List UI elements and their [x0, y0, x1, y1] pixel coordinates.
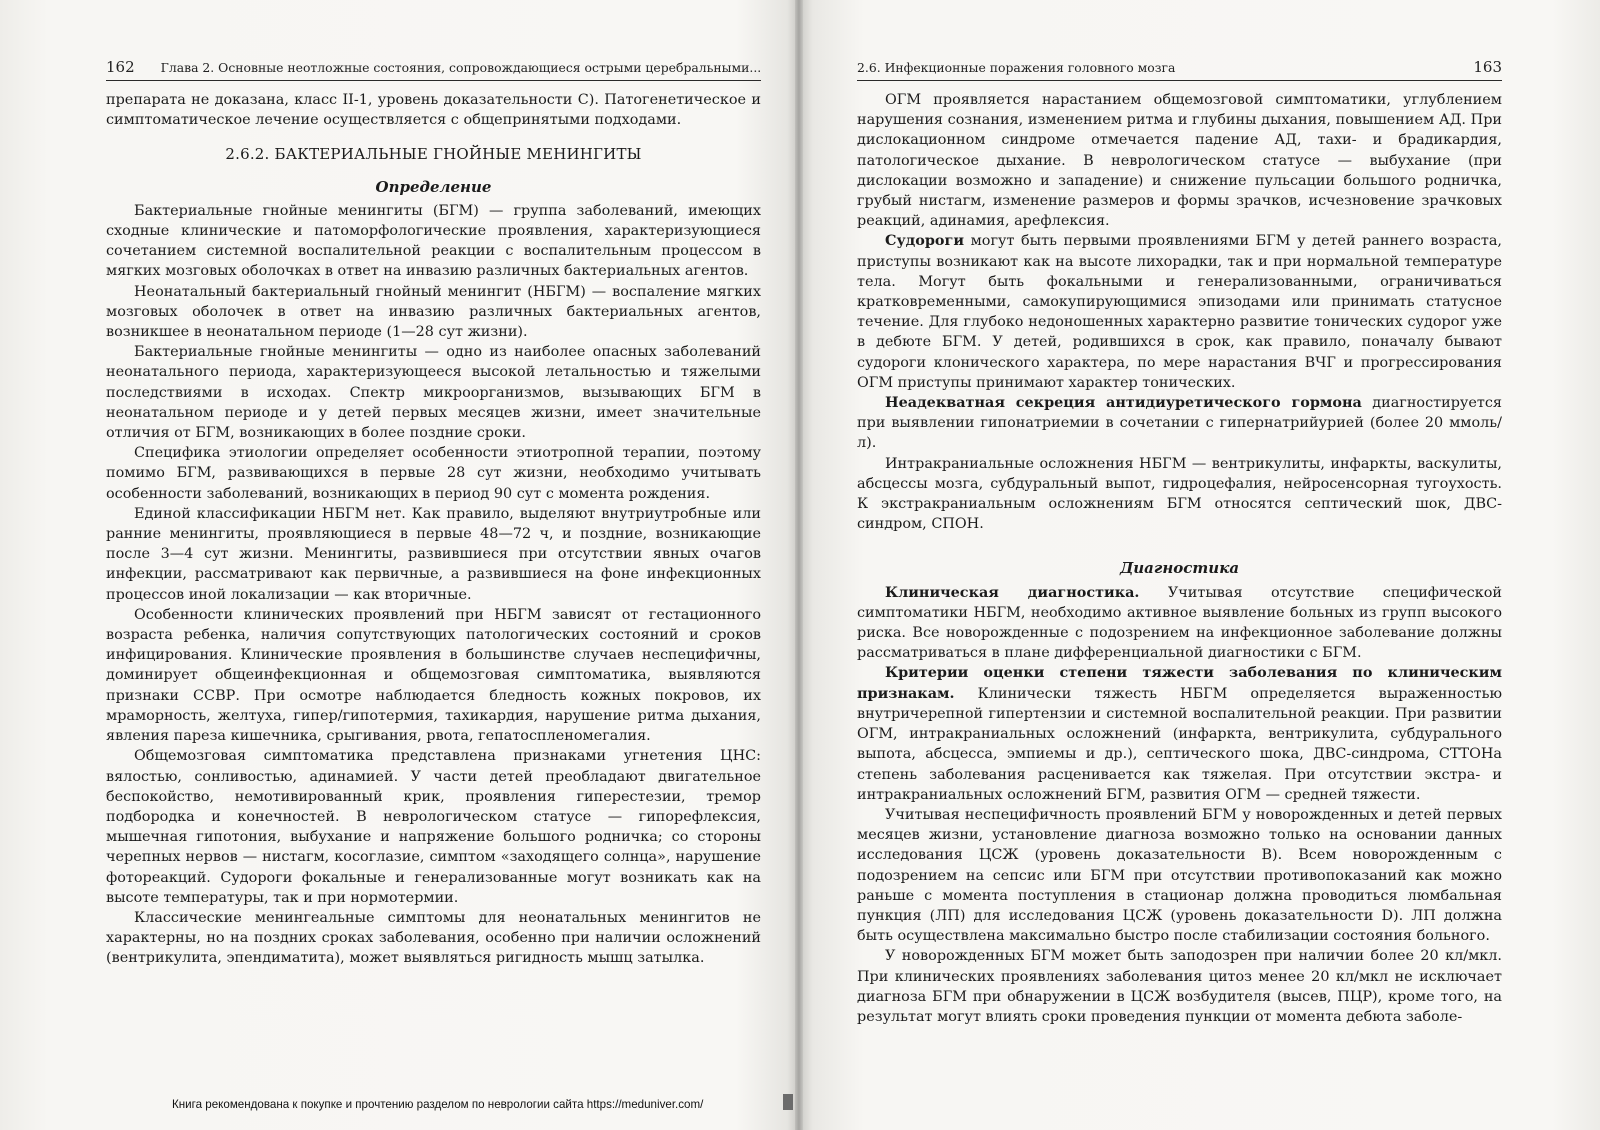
paragraph: Единой классификации НБГМ нет. Как правило, выделяют внутриутробные или ранние менингиты, проявляющиеся в первые 48—72 ч, и поздние, возникающие после 3—4 сут жизни. Менингиты, развившиеся при отсутствии явных очагов инфекции, рассматривают как первичные, а развившиеся на фоне инфекционных процессов иной локализации — как вторичные. — [106, 505, 761, 603]
paragraph: Бактериальные гнойные менингиты (БГМ) — группа заболеваний, имеющих сходные клинические и патоморфологические проявления, характеризующиеся сочетанием системной воспалительной реакции с воспалительным процессом в мягких мозговых оболочках в ответ на инвазию различных бактериальных агентов. — [106, 202, 761, 280]
footer-note: Книга рекомендована к покупке и прочтению разделом по неврологии сайта https://meduniver.com/ — [172, 1098, 704, 1111]
left-running-head — [106, 58, 761, 81]
clinical-text: Учитывая отсутствие специфической симптоматики НБГМ, необходимо активное выявление больных из групп высокого риска. Все новорожденные с подозрением на инфекционное заболевание должны рассматриваться в плане дифференциальной диагностики с БГМ. — [857, 584, 1502, 662]
book-gutter — [795, 0, 803, 1130]
right-running-head — [857, 58, 1502, 81]
left-running-title: Глава 2. Основные неотложные состояния, сопровождающиеся острыми церебральными... — [160, 60, 762, 75]
adh-text: диагностируется при выявлении гипонатриемии в сочетании с гипернатрийурией (более 20 ммоль/л). — [857, 395, 1503, 452]
paragraph: Особенности клинических проявлений при НБГМ зависят от гестационного возраста ребенка, наличия сопутствующих патологических состояний и сроков инфицирования. Клинические проявления в большинстве случаев неспецифичны, доминирует общеинфекционная и общемозговая симптоматика, выявляются признаки ССВР. При осмотре наблюдается бледность кожных покровов, их мраморность, желтуха, гипер/гипотермия, тахикардия, нарушение ритма дыхания, явления пареза кишечника, срыгивания, рвота, гепатоспленомегалия. — [106, 606, 761, 745]
paragraph: Общемозговая симптоматика представлена признаками угнетения ЦНС: вялостью, сонливостью, адинамией. У части детей преобладают двигательное беспокойство, немотивированный крик, проявления гиперестезии, тремор подбородка и конечностей. В неврологическом статусе — гипорефлексия, мышечная гипотония, выбухание и напряжение большого родничка; со стороны черепных нервов — нистагм, косоглазие, симптом «заходящего солнца», нарушение фотореакций. Судороги фокальные и генерализованные могут возникать как на высоте температуры, так и при нормотермии. — [106, 748, 761, 906]
subheading-definition: Определение — [375, 177, 492, 196]
page-edge-mark — [783, 1094, 793, 1110]
adh-lead: Неадекватная секреция антидиуретического гормона — [885, 394, 1362, 412]
seizures-lead: Судороги — [885, 232, 965, 250]
criteria-lead: Критерии оценки степени тяжести заболевания по клиническим признакам. — [857, 664, 1502, 702]
clinical-lead: Клиническая диагностика. — [885, 583, 1140, 601]
left-page — [106, 58, 761, 969]
right-page-body — [857, 90, 1502, 1027]
seizures-text: могут быть первыми проявлениями БГМ у детей раннего возраста, приступы возникают как на высоте лихорадки, так и при нормальной температуре тела. Могут быть фокальными и генерализованными, ограничиваться кратковременными, самокупирующимися эпизодами или принимать статусное течение. Для глубоко недоношенных характерно развитие тонических судорог уже в дебюте БГМ. У детей, родившихся в срок, как правило, поначалу бывают судороги клонического характера, по мере нарастания ВЧГ и прогрессирования ОГМ приступы принимают характер тонических. — [857, 233, 1502, 391]
paragraph: Неонатальный бактериальный гнойный менингит (НБГМ) — воспаление мягких мозговых оболочек в ответ на инвазию различных бактериальных агентов, возникшее в неонатальном периоде (1—28 сут жизни). — [106, 283, 761, 341]
left-page-number: 162 — [106, 58, 135, 76]
right-page-number: 163 — [1473, 58, 1502, 76]
left-page-body — [106, 90, 761, 969]
subheading-diagnostics: Диагностика — [1119, 559, 1240, 578]
paragraph: ОГМ проявляется нарастанием общемозговой симптоматики, углублением нарушения сознания, изменением ритма и глубины дыхания, повышением АД. При дислокационном синдроме отмечается падение АД, тахи- и брадикардия, патологическое дыхание. В неврологическом статусе — выбухание (при дислокации возможно и западение) и снижение пульсации большого родничка, грубый нистагм, изменение размеров и формы зрачков, исчезновение зрачковых реакций, адинамия, арефлексия. — [857, 92, 1502, 230]
paragraph: Классические менингеальные симптомы для неонатальных менингитов не характерны, но на поздних сроках заболевания, особенно при наличии осложнений (вентрикулита, эпендиматита), может выявляться ригидность мышц затылка. — [106, 909, 761, 967]
paragraph: У новорожденных БГМ может быть заподозрен при наличии более 20 кл/мкл. При клинических проявлениях заболевания цитоз менее 20 кл/мкл не исключает диагноза БГМ при обнаружении в ЦСЖ возбудителя (высев, ПЦР), кроме того, на результат могут влиять сроки проведения пункции от момента дебюта заболе- — [857, 948, 1502, 1025]
spacer — [857, 534, 1502, 550]
paragraph-clinical — [857, 583, 1502, 664]
paragraph-complications: Интракраниальные осложнения НБГМ — вентрикулиты, инфаркты, васкулиты, абсцессы мозга, субдуральный выпот, гидроцефалия, нейросенсорная тугоухость. К экстракраниальным осложнениям БГМ относятся септический шок, ДВС-синдром, СПОН. — [857, 455, 1502, 533]
paragraph-seizures — [857, 231, 1502, 393]
continued-paragraph: препарата не доказана, класс II-1, уровень доказательности С). Патогенетическое и симптоматическое лечение осуществляется с общепринятыми подходами. — [106, 92, 761, 129]
right-running-title: 2.6. Инфекционные поражения головного мозга — [857, 60, 1176, 75]
paragraph: Специфика этиологии определяет особенности этиотропной терапии, поэтому помимо БГМ, развивающихся в первые 28 сут жизни, необходимо учитывать особенности заболеваний, возникающих в период 90 сут с момента рождения. — [106, 445, 761, 502]
criteria-text: Клинически тяжесть НБГМ определяется выраженностью внутричерепной гипертензии и системной воспалительной реакции. При развитии ОГМ, интракраниальных осложнений (инфаркта, вентрикулита, субдурального выпота, абсцесса, эмпиемы и др.), септического шока, ДВС-синдрома, СТТОНа степень заболевания расценивается как тяжелая. При отсутствии экстра- и интракраниальных осложнений БГМ, развития ОГМ — средней тяжести. — [857, 685, 1502, 803]
paragraph-criteria — [857, 663, 1502, 804]
right-page — [857, 58, 1502, 1027]
paragraph-adh — [857, 393, 1502, 454]
paragraph: Учитывая неспецифичность проявлений БГМ у новорожденных и детей первых месяцев жизни, установление диагноза возможно только на основании данных исследования ЦСЖ (уровень доказательности В). Всем новорожденным с подозрением на сепсис или БГМ при отсутствии противопоказаний как можно раньше с момента поступления в стационар должна проводиться люмбальная пункция (ЛП) для исследования ЦСЖ (уровень доказательности D). ЛП должна быть осуществлена максимально быстро после стабилизации состояния больного. — [857, 806, 1502, 945]
paragraph: Бактериальные гнойные менингиты — одно из наиболее опасных заболеваний неонатального периода, характеризующееся высокой летальностью и тяжелыми последствиями в исходах. Спектр микроорганизмов, вызывающих БГМ в неонатальном периоде и у детей первых месяцев жизни, имеет значительные отличия от БГМ, возникающих в более поздние сроки. — [106, 344, 761, 442]
section-heading: 2.6.2. БАКТЕРИАЛЬНЫЕ ГНОЙНЫЕ МЕНИНГИТЫ — [225, 145, 642, 164]
